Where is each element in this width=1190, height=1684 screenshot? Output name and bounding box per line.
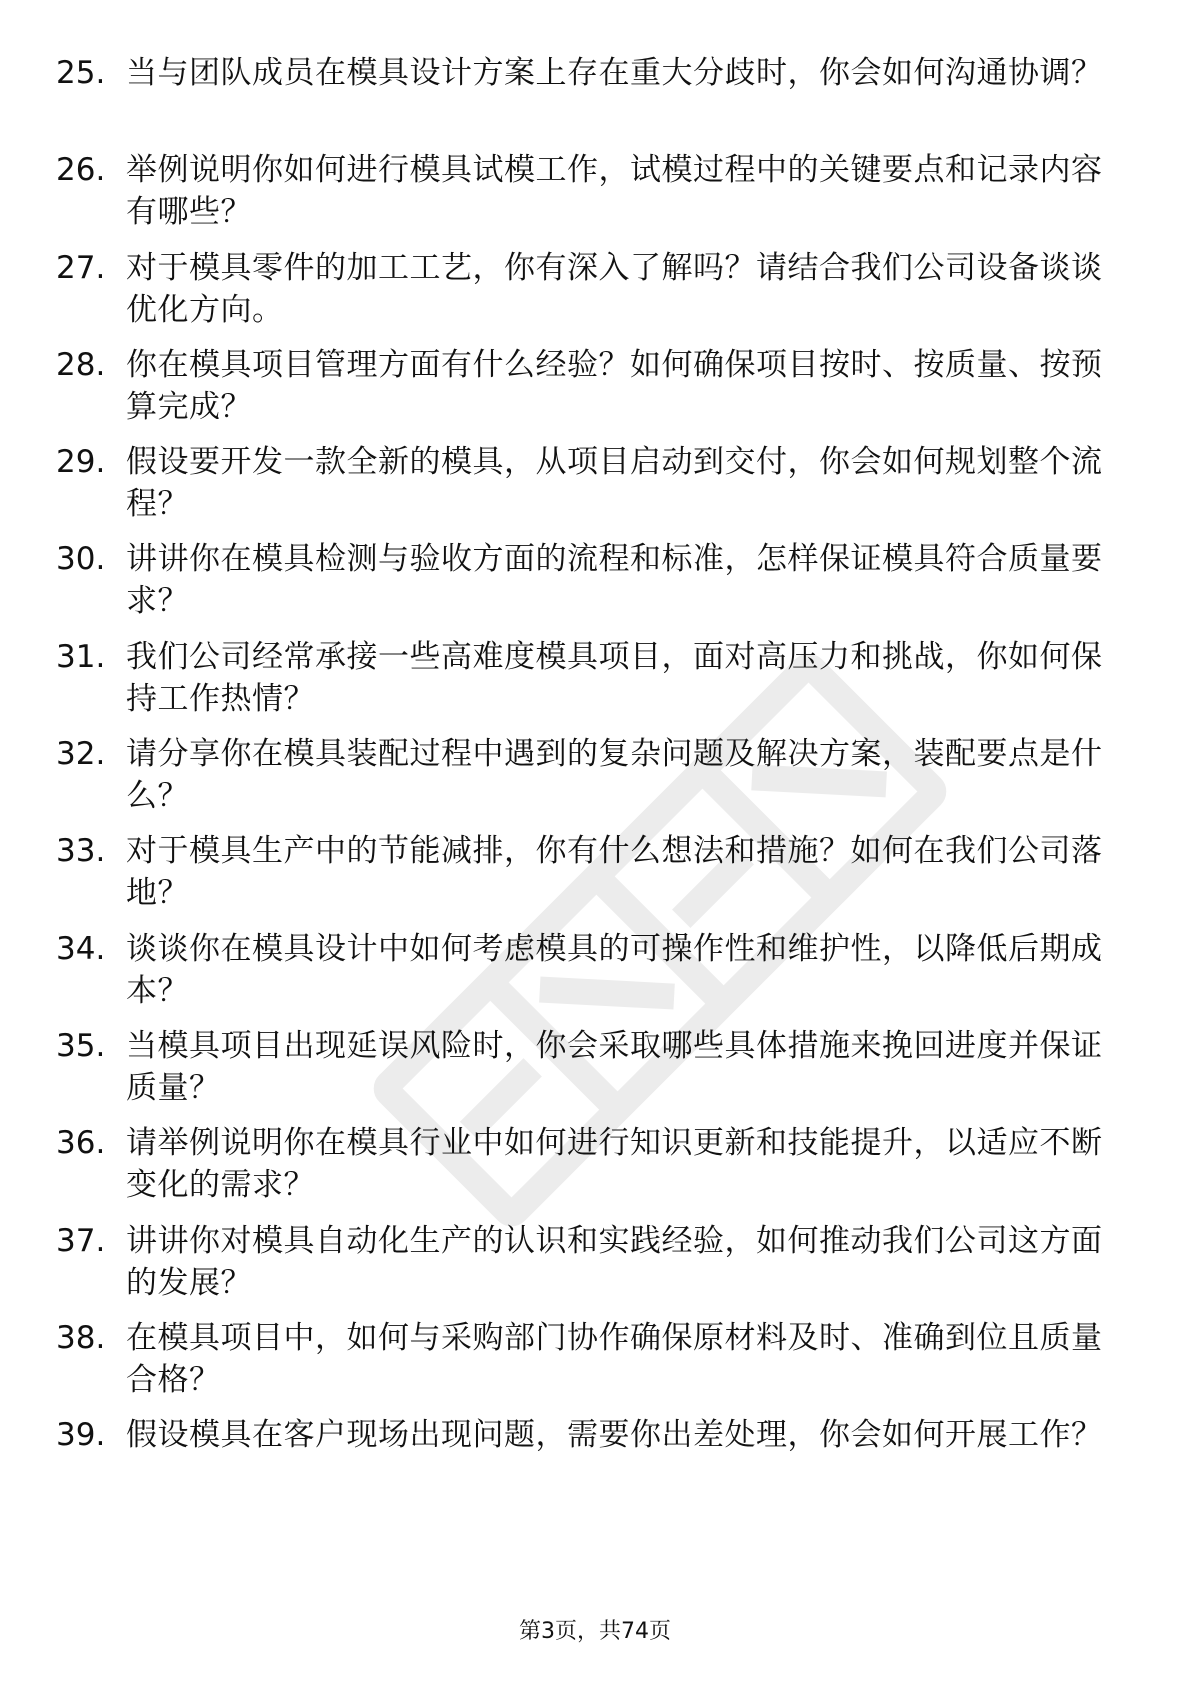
question-number: 27.	[56, 249, 106, 286]
question-item	[56, 1317, 1116, 1414]
question-text: 假设要开发一款全新的模具，从项目启动到交付，你会如何规划整个流程？	[126, 444, 1103, 523]
question-text: 在模具项目中，如何与采购部门协作确保原材料及时、准确到位且质量合格？	[126, 1319, 1103, 1398]
question-item	[56, 1220, 1116, 1317]
question-text: 假设模具在客户现场出现问题，需要你出差处理，你会如何开展工作？	[126, 1417, 1103, 1454]
question-text: 举例说明你如何进行模具试模工作，试模过程中的关键要点和记录内容有哪些？	[126, 152, 1103, 231]
question-text: 对于模具零件的加工工艺，你有深入了解吗？请结合我们公司设备谈谈优化方向。	[126, 249, 1103, 328]
question-number: 32.	[56, 736, 106, 773]
question-text: 对于模具生产中的节能减排，你有什么想法和措施？如何在我们公司落地？	[126, 833, 1103, 912]
question-item	[56, 344, 1116, 441]
question-item	[56, 1414, 1116, 1511]
question-item	[56, 733, 1116, 830]
question-number: 34.	[56, 930, 106, 967]
question-text: 你在模具项目管理方面有什么经验？如何确保项目按时、按质量、按预算完成？	[126, 346, 1103, 425]
question-text: 讲讲你在模具检测与验收方面的流程和标准，怎样保证模具符合质量要求？	[126, 541, 1103, 620]
question-text: 当模具项目出现延误风险时，你会采取哪些具体措施来挽回进度并保证质量？	[126, 1027, 1103, 1106]
question-number: 26.	[56, 152, 106, 189]
question-number: 38.	[56, 1319, 106, 1356]
question-number: 39.	[56, 1417, 106, 1454]
question-item	[56, 636, 1116, 733]
question-item	[56, 52, 1116, 149]
question-item	[56, 149, 1116, 246]
question-text: 请举例说明你在模具行业中如何进行知识更新和技能提升，以适应不断变化的需求？	[126, 1125, 1103, 1204]
question-list	[56, 52, 1116, 1511]
question-item	[56, 1025, 1116, 1122]
page-footer: 第3页，共74页	[519, 1619, 671, 1644]
question-number: 30.	[56, 541, 106, 578]
question-text: 讲讲你对模具自动化生产的认识和实践经验，如何推动我们公司这方面的发展？	[126, 1222, 1103, 1301]
question-item	[56, 1122, 1116, 1219]
question-text: 当与团队成员在模具设计方案上存在重大分歧时，你会如何沟通协调？	[126, 55, 1103, 91]
question-item	[56, 538, 1116, 635]
question-number: 31.	[56, 638, 106, 675]
question-text: 我们公司经常承接一些高难度模具项目，面对高压力和挑战，你如何保持工作热情？	[126, 638, 1103, 717]
question-item	[56, 247, 1116, 344]
question-item	[56, 830, 1116, 927]
question-number: 35.	[56, 1027, 106, 1064]
question-number: 28.	[56, 346, 106, 383]
question-number: 25.	[56, 55, 106, 91]
question-text: 谈谈你在模具设计中如何考虑模具的可操作性和维护性，以降低后期成本？	[126, 930, 1103, 1009]
question-number: 29.	[56, 444, 106, 481]
question-number: 36.	[56, 1125, 106, 1162]
question-number: 37.	[56, 1222, 106, 1259]
question-text: 请分享你在模具装配过程中遇到的复杂问题及解决方案，装配要点是什么？	[126, 736, 1103, 815]
question-number: 33.	[56, 833, 106, 870]
question-item	[56, 441, 1116, 538]
question-item	[56, 928, 1116, 1025]
